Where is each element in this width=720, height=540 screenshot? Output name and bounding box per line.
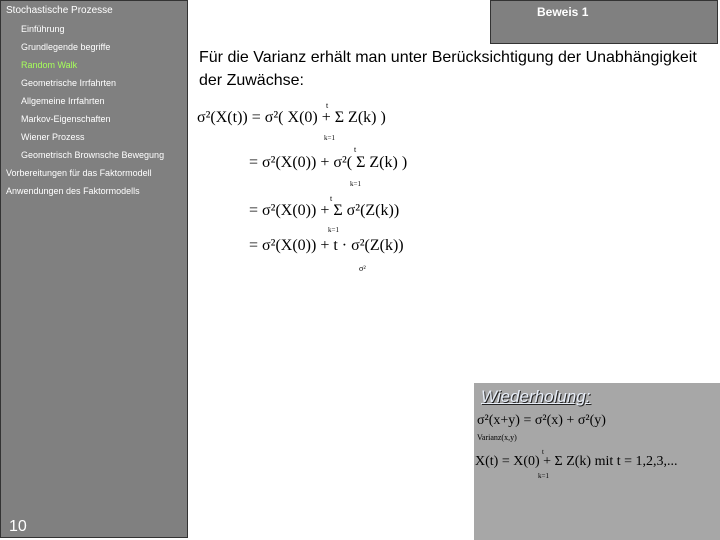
sum-upper-limit: t bbox=[354, 145, 357, 154]
nav-item-random-walk[interactable]: Random Walk bbox=[21, 60, 78, 70]
nav-item-geometrisch-brownsche-bewegung[interactable]: Geometrisch Brownsche Bewegung bbox=[21, 150, 165, 160]
nav-item-vorbereitungen-faktormodell[interactable]: Vorbereitungen für das Faktormodell bbox=[6, 168, 152, 178]
sum-lower-limit: k=1 bbox=[324, 134, 335, 142]
nav-item-grundlegende-begriffe[interactable]: Grundlegende begriffe bbox=[21, 42, 111, 52]
recap-variance-formula: σ²(x+y) = σ²(x) + σ²(y) bbox=[477, 413, 606, 428]
beweis-tab[interactable] bbox=[490, 0, 718, 44]
recap-covariance-label: Varianz(x,y) bbox=[477, 433, 517, 442]
nav-item-wiener-prozess[interactable]: Wiener Prozess bbox=[21, 132, 85, 142]
sum-upper-limit: t bbox=[326, 101, 329, 110]
recap-sum-upper-limit: t bbox=[542, 448, 544, 456]
formula-line-4: = σ²(X(0)) + t · σ²(Z(k)) bbox=[249, 237, 404, 254]
nav-item-markov-eigenschaften[interactable]: Markov-Eigenschaften bbox=[21, 114, 111, 124]
recap-process-formula: X(t) = X(0) + Σ Z(k) mit t = 1,2,3,... bbox=[475, 454, 678, 469]
nav-item-allgemeine-irrfahrten[interactable]: Allgemeine Irrfahrten bbox=[21, 96, 105, 106]
nav-item-einfuehrung[interactable]: Einführung bbox=[21, 24, 65, 34]
sidebar bbox=[0, 0, 188, 538]
formula-line-3: = σ²(X(0)) + Σ σ²(Z(k)) bbox=[249, 202, 400, 219]
recap-box bbox=[474, 383, 720, 540]
sidebar-title: Stochastische Prozesse bbox=[6, 5, 113, 16]
trailing-sigma-squared: σ² bbox=[359, 264, 366, 273]
nav-item-anwendungen-faktormodell[interactable]: Anwendungen des Faktormodells bbox=[6, 186, 140, 196]
sum-lower-limit: k=1 bbox=[328, 226, 339, 234]
beweis-tab-label: Beweis 1 bbox=[537, 5, 589, 19]
intro-text: Für die Varianz erhält man unter Berücksichtigung der Unabhängigkeit der Zuwächse: bbox=[199, 49, 697, 89]
page-number: 10 bbox=[9, 518, 27, 535]
sum-lower-limit: k=1 bbox=[350, 180, 361, 188]
nav-item-geometrische-irrfahrten[interactable]: Geometrische Irrfahrten bbox=[21, 78, 117, 88]
sum-upper-limit: t bbox=[330, 194, 333, 203]
recap-sum-lower-limit: k=1 bbox=[538, 472, 549, 480]
formula-line-2: = σ²(X(0)) + σ²( Σ Z(k) ) bbox=[249, 154, 408, 171]
formula-line-1: σ²(X(t)) = σ²( X(0) + Σ Z(k) ) bbox=[197, 109, 386, 126]
recap-title: Wiederholung: bbox=[481, 387, 591, 406]
